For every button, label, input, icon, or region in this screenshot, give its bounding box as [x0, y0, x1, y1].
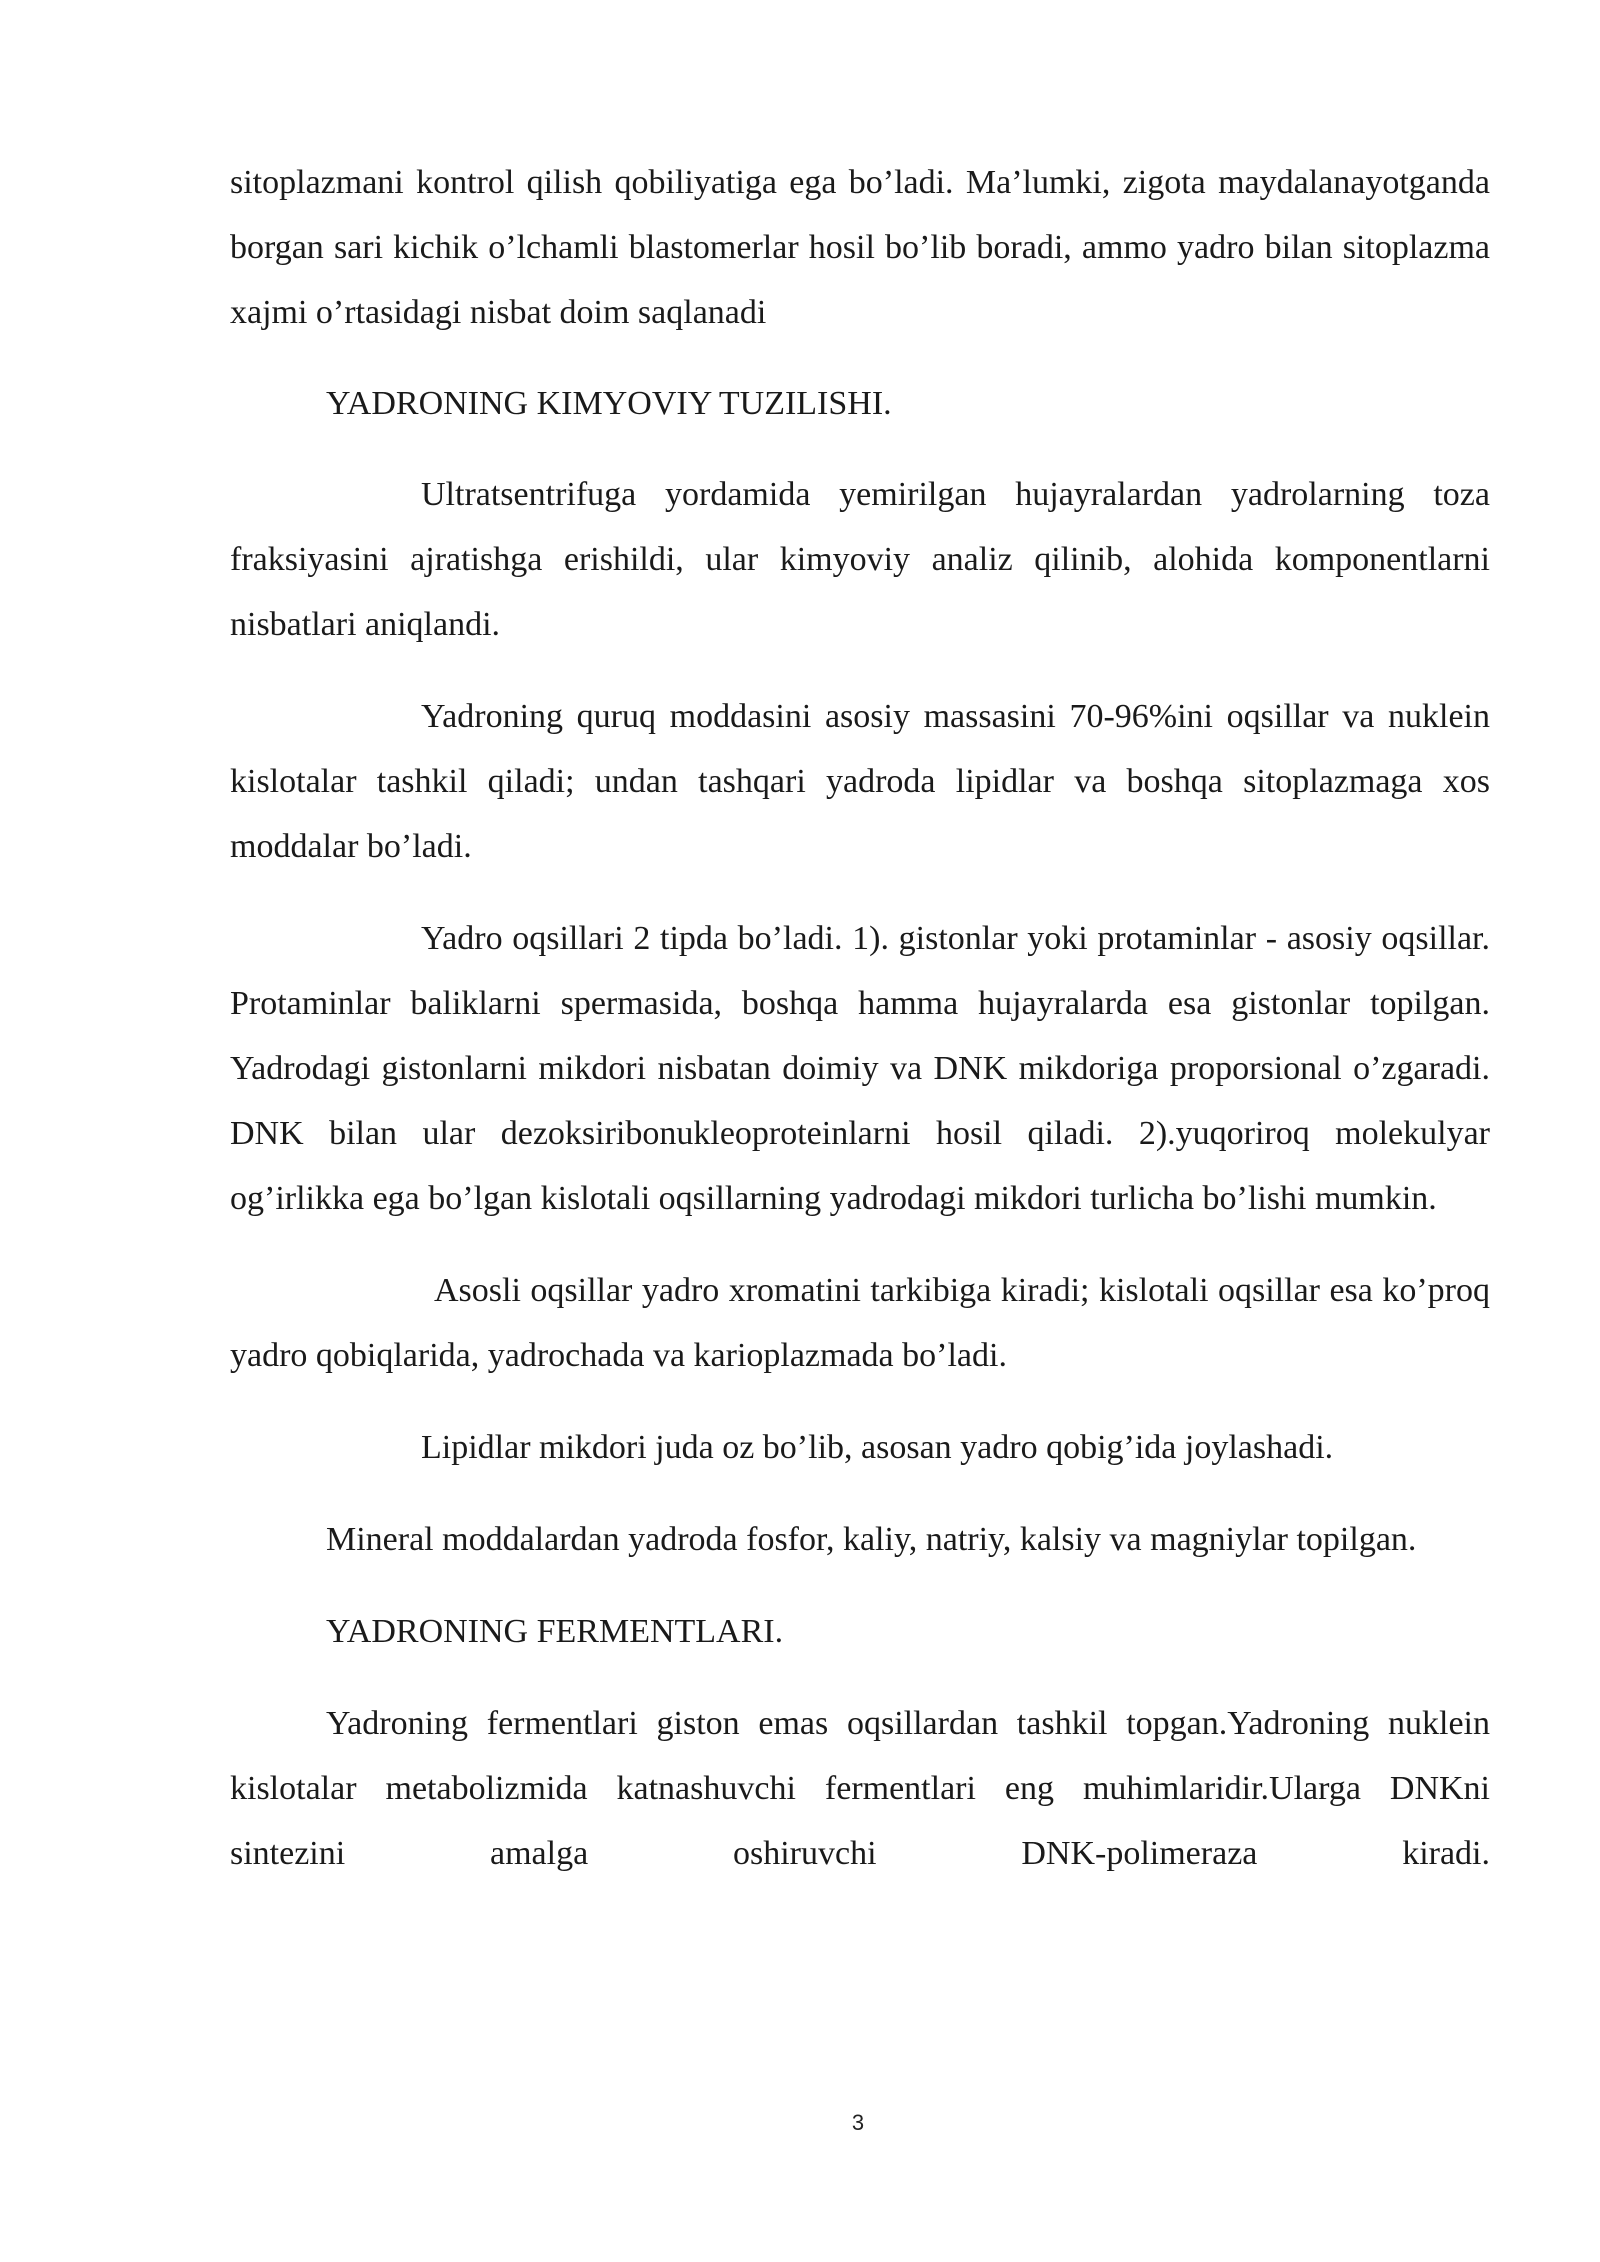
paragraph-minerals: Mineral moddalardan yadroda fosfor, kaliy, natriy, kalsiy va magniylar topilgan. — [326, 1521, 1417, 1558]
paragraph-enzymes: Yadroning fermentlari giston emas oqsillardan tashkil topgan.Yadroning nuklein kislotalar metabolizmida katnashuvchi fermentlari eng muhimlaridir.Ularga DNKni sintezini amalga oshiruvchi DNK-polimeraza kiradi. — [230, 1705, 1490, 1872]
document-page — [230, 150, 1490, 1886]
paragraph-lipids: Lipidlar mikdori juda oz bo’lib, asosan yadro qobig’ida joylashadi. — [421, 1429, 1334, 1466]
page-number: 3 — [851, 2110, 865, 2135]
section-heading-chemical-structure: YADRONING KIMYOVIY TUZILISHI. — [326, 385, 892, 422]
paragraph-continuation: sitoplazmani kontrol qilish qobiliyatiga ega bo’ladi. Ma’lumki, zigota maydalanayotganda borgan sari kichik o’lchamli blastomerlar hosil bo’lib boradi, ammo yadro bilan sitoplazma xajmi o’rtasidagi nisbat doim saqlanadi — [230, 164, 1490, 331]
paragraph-ultracentrifuge: Ultratsentrifuga yordamida yemirilgan hujayralardan yadrolarning toza fraksiyasini ajratishga erishildi, ular kimyoviy analiz qilinib, alohida komponentlarni nisbatlari aniqlandi. — [230, 476, 1490, 643]
paragraph-nuclear-proteins: Yadro oqsillari 2 tipda bo’ladi. 1). gistonlar yoki protaminlar - asosiy oqsillar. Protaminlar baliklarni spermasida, boshqa hamma hujayralarda esa gistonlar topilgan. Yadrodagi gistonlarni mikdori nisbatan doimiy va DNK mikdoriga proporsional o’zgaradi. DNK bilan ular dezoksiribonukleoproteinlarni hosil qiladi. 2).yuqoriroq molekulyar og’irlikka ega bo’lgan kislotali oqsillarning yadrodagi mikdori turlicha bo’lishi mumkin. — [230, 920, 1490, 1217]
section-heading-enzymes: YADRONING FERMENTLARI. — [326, 1613, 784, 1650]
paragraph-basic-proteins: Asosli oqsillar yadro xromatini tarkibiga kiradi; kislotali oqsillar esa ko’proq yadro qobiqlarida, yadrochada va karioplazmada bo’ladi. — [230, 1272, 1490, 1374]
paragraph-dry-matter: Yadroning quruq moddasini asosiy massasini 70-96%ini oqsillar va nuklein kislotalar tashkil qiladi; undan tashqari yadroda lipidlar va boshqa sitoplazmaga xos moddalar bo’ladi. — [230, 698, 1490, 865]
